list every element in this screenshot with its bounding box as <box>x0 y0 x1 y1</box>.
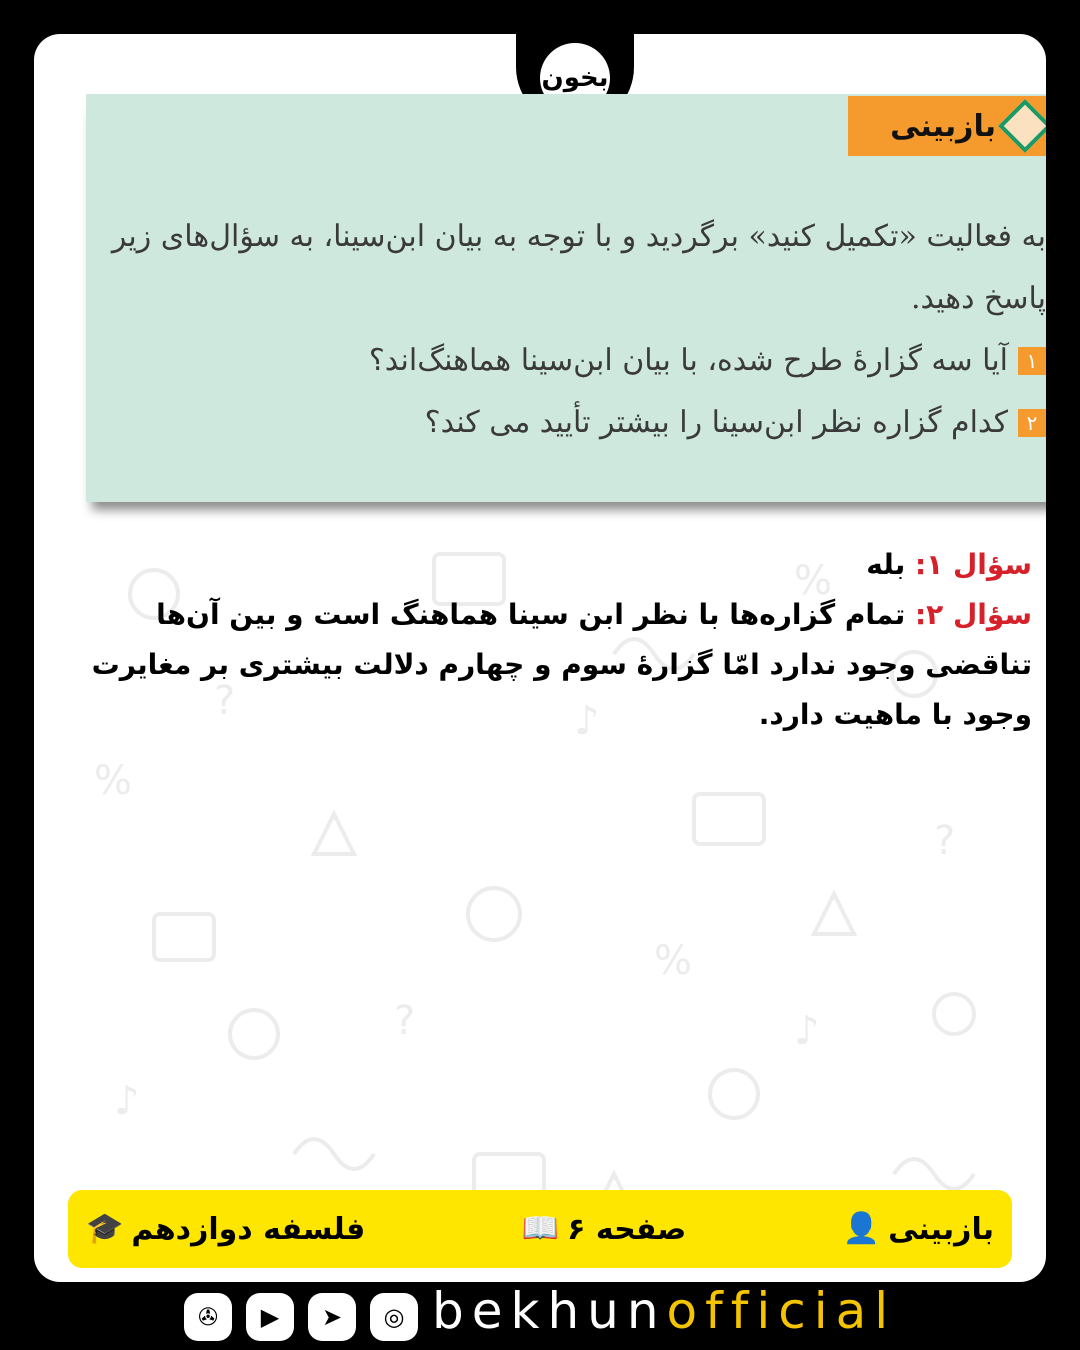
open-book-icon: 📖 <box>521 1211 560 1246</box>
section-tab <box>848 96 1046 156</box>
answer-text: تمام گزاره‌ها با نظر ابن سینا هماهنگ است و بین آن‌ها تناقضی وجود ندارد امّا گزارۀ سوم و چهارم دلالت بیشتری بر مغایرت وجود با ماهیت دارد. <box>91 598 1032 731</box>
answer-label: سؤال ۲: <box>914 598 1032 631</box>
bar-subject-label: فلسفه دوازدهم <box>131 1211 366 1247</box>
handle-white: bekhun <box>432 1282 667 1340</box>
logo: بخون <box>540 43 610 113</box>
answer-2 <box>48 590 1032 740</box>
youtube-icon[interactable]: ▶ <box>246 1293 294 1341</box>
telegram-icon[interactable]: ➤ <box>308 1293 356 1341</box>
question-text: کدام گزاره نظر ابن‌سینا را بیشتر تأیید می کند؟ <box>424 405 1008 440</box>
excerpt-text <box>96 206 1046 454</box>
textbook-excerpt <box>86 94 1046 502</box>
answer-text: بله <box>866 548 915 581</box>
svg-text:?: ? <box>934 818 956 864</box>
excerpt-question-1 <box>96 330 1046 392</box>
svg-text:%: % <box>94 758 133 804</box>
svg-text:♪: ♪ <box>114 1078 140 1124</box>
svg-text:?: ? <box>214 678 236 724</box>
bar-section <box>843 1212 994 1247</box>
svg-text:♪: ♪ <box>794 1008 820 1054</box>
teacher-icon: 👤 <box>842 1211 881 1246</box>
svg-text:?: ? <box>394 998 416 1044</box>
film-reel-icon[interactable]: ✇ <box>184 1293 232 1341</box>
section-tab-label: بازبینی <box>890 108 996 144</box>
svg-text:%: % <box>794 558 833 604</box>
bar-page-label: صفحه ۶ <box>567 1211 687 1247</box>
content-card <box>34 34 1046 1282</box>
diamond-icon <box>998 99 1046 153</box>
graduation-cap-icon: 🎓 <box>86 1211 124 1246</box>
answers-block <box>48 540 1032 740</box>
excerpt-intro: به فعالیت «تکمیل کنید» برگردید و با توجه به بیان ابن‌سینا، به سؤال‌های زیر پاسخ دهید. <box>111 219 1046 316</box>
instagram-icon[interactable]: ◎ <box>370 1293 418 1341</box>
social-handle[interactable] <box>432 1282 896 1340</box>
excerpt-question-2 <box>96 392 1046 454</box>
svg-text:♪: ♪ <box>574 698 600 744</box>
question-number-badge: ۱ <box>1018 347 1046 375</box>
bottom-info-bar <box>68 1190 1012 1268</box>
question-number-badge: ۲ <box>1018 409 1046 437</box>
bar-subject <box>86 1212 365 1247</box>
question-text: آیا سه گزارۀ طرح شده، با بیان ابن‌سینا هماهنگ‌اند؟ <box>368 343 1008 378</box>
bar-section-label: بازبینی <box>888 1211 994 1247</box>
handle-yellow: official <box>666 1282 897 1340</box>
answer-1 <box>48 540 1032 590</box>
social-footer <box>0 1280 1080 1350</box>
bar-page <box>522 1212 687 1247</box>
answer-label: سؤال ۱: <box>914 548 1032 581</box>
svg-text:%: % <box>654 938 693 984</box>
